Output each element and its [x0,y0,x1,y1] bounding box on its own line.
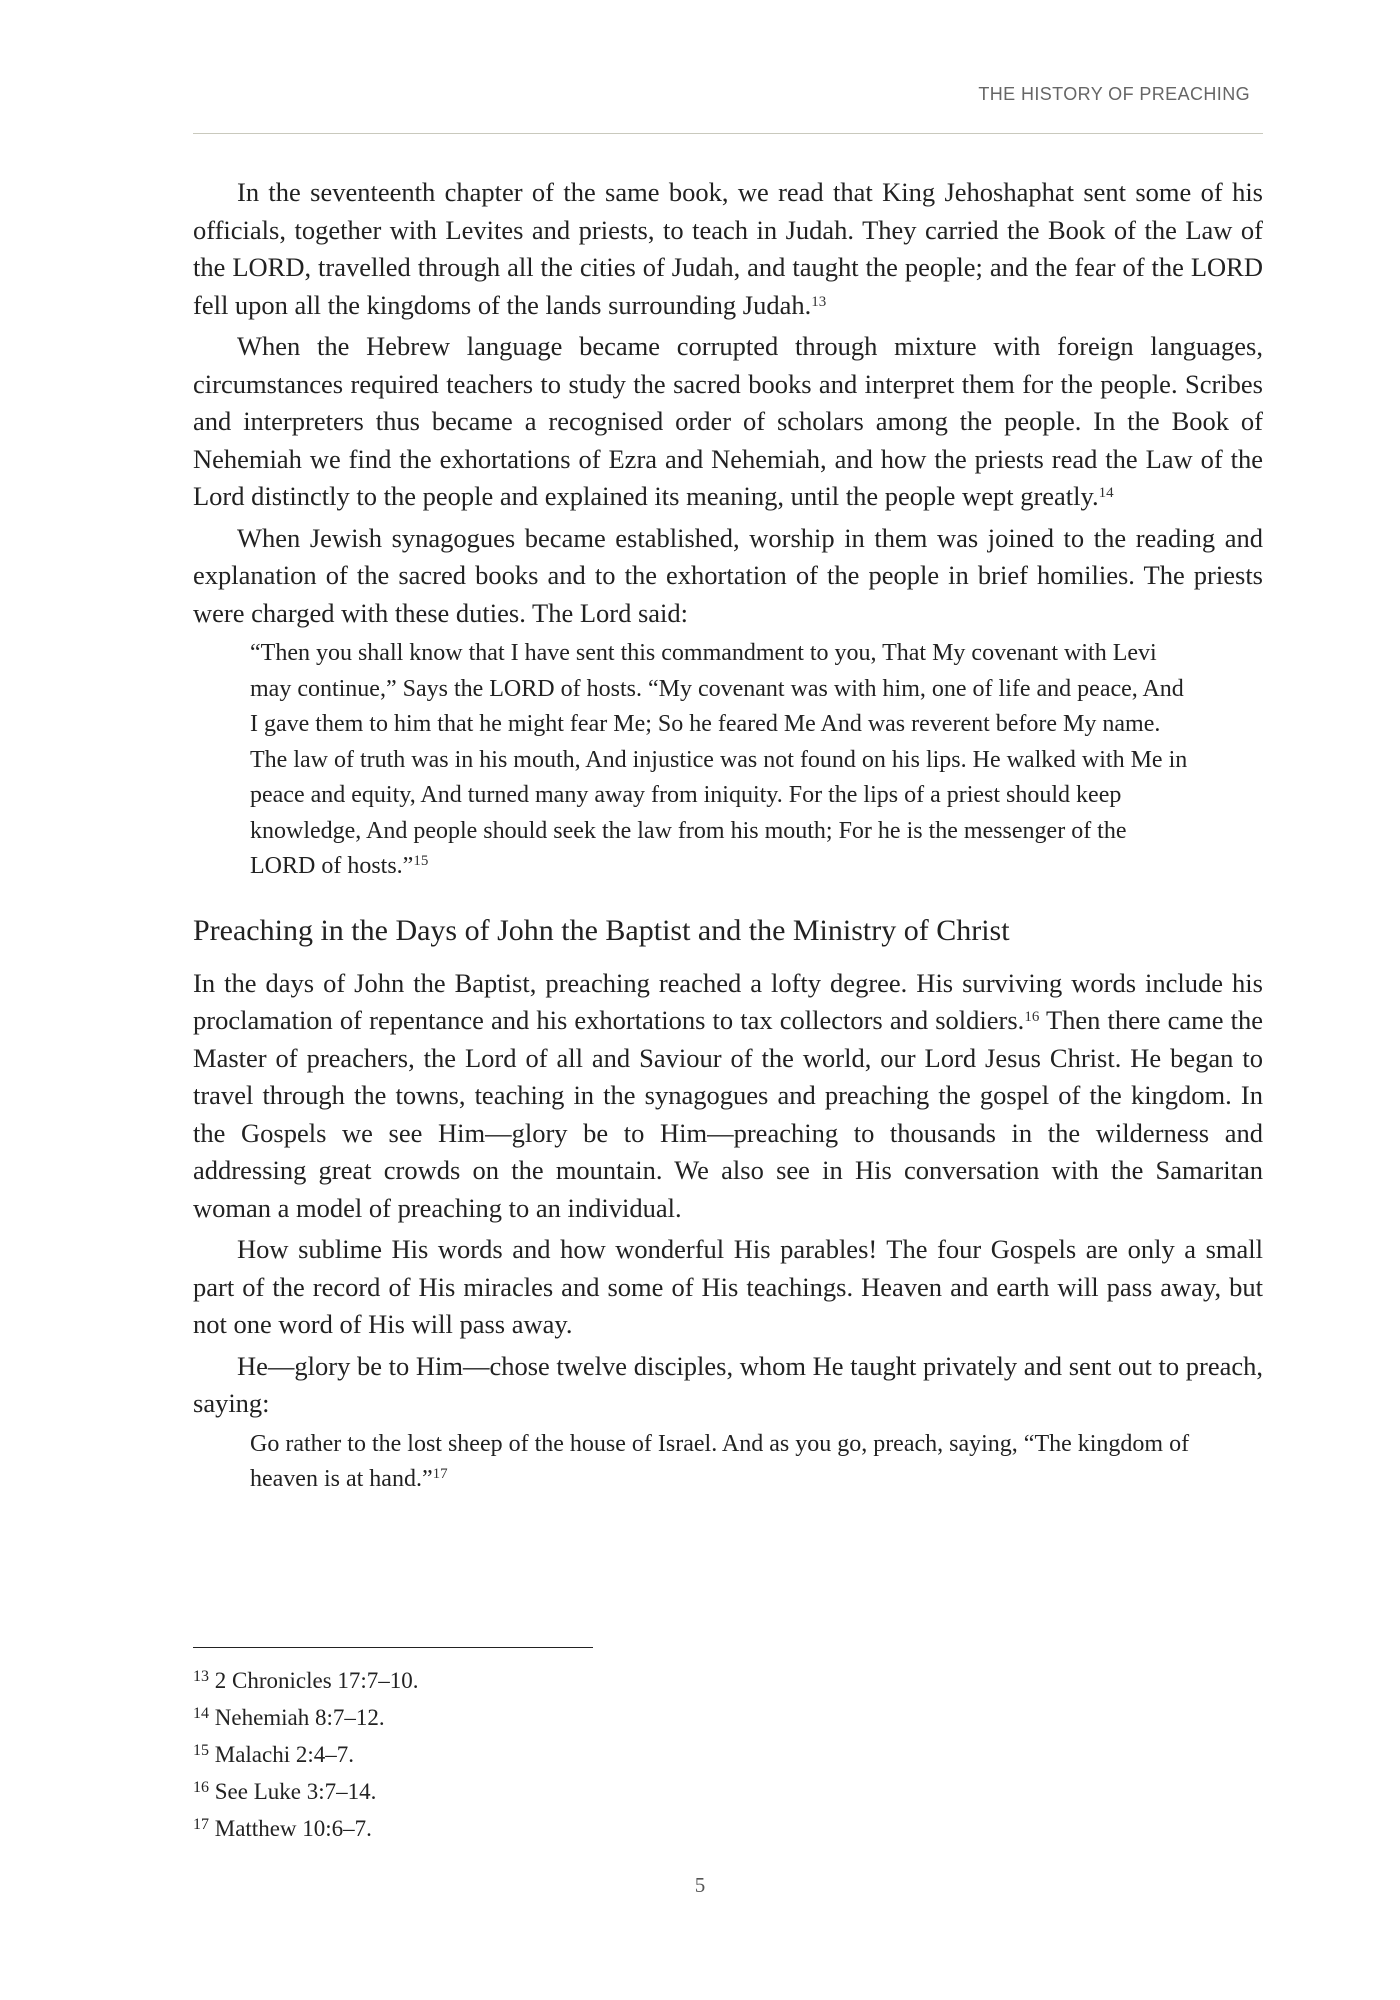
footnote-ref-16[interactable]: 16 [1024,1009,1040,1025]
footnote-text: See Luke 3:7–14. [214,1779,377,1804]
block-quote-malachi [250,636,1197,885]
paragraph-text: He—glory be to Him—chose twelve disciples, whom He taught privately and sent out to preach, saying: [193,1350,1263,1418]
footnote-ref-13[interactable]: 13 [811,293,827,310]
footnote-ref-17[interactable]: 17 [432,1466,448,1482]
footnote-15 [193,1736,1093,1773]
footnote-13 [193,1662,1093,1699]
page-number: 5 [694,1873,706,1897]
footnote-17 [193,1810,1093,1847]
paragraph-text: In the days of John the Baptist, preaching reached a lofty degree. His surviving words include his proclamation of repentance and his exhortations to tax collectors and soldiers. [193,967,1263,1035]
footnote-text: Matthew 10:6–7. [214,1816,372,1841]
paragraph-parables [193,1231,1263,1344]
footnote-ref-15[interactable]: 15 [413,853,429,869]
footnote-ref-14[interactable]: 14 [1098,485,1114,501]
footnote-text: 2 Chronicles 17:7–10. [214,1668,419,1693]
footnote-text: Malachi 2:4–7. [214,1742,354,1767]
footnote-text: Nehemiah 8:7–12. [214,1705,385,1730]
footnote-number: 17 [193,1816,209,1833]
main-text [193,174,1263,1506]
quote-text: Go rather to the lost sheep of the house of Israel. And as you go, preach, saying, “The kingdom of heaven is at hand.” [250,1430,1190,1492]
footnote-16 [193,1773,1093,1810]
paragraph-synagogues [193,520,1263,633]
footnote-divider [193,1647,593,1648]
block-quote-matthew [250,1427,1197,1498]
paragraph-text: How sublime His words and how wonderful His parables! The four Gospels are only a small part of the record of His miracles and some of His teachings. Heaven and earth will pass away, but not one word of His will pass away. [193,1234,1263,1339]
running-title: THE HISTORY OF PREACHING [978,84,1250,104]
footnote-number: 13 [193,1668,209,1685]
paragraph-jehoshaphat [193,174,1263,324]
paragraph-text: When Jewish synagogues became established, worship in them was joined to the reading and explanation of the sacred books and to the exhortation of the people in brief homilies. The priests were charged with these duties. The Lord said: [193,522,1263,628]
paragraph-text-continued: Then there came the Master of preachers, the Lord of all and Saviour of the world, our Lord Jesus Christ. He began to travel through the towns, teaching in the synagogues and preaching the gospel of the kingdom. In the Gospels we see Him—glory be to Him—preaching to thousands in the wilderness and addressing great crowds on the mountain. We also see in His conversation with the Samaritan woman a model of preaching to an individual. [193,1005,1263,1223]
footnote-number: 15 [193,1742,209,1759]
paragraph-john-baptist [193,965,1263,1228]
footnote-number: 16 [193,1779,209,1796]
paragraph-disciples [193,1348,1263,1423]
paragraph-scribes [193,328,1263,516]
footnote-number: 14 [193,1705,209,1722]
footnotes [193,1662,1093,1847]
paragraph-text: When the Hebrew language became corrupted through mixture with foreign languages, circumstances required teachers to study the sacred books and interpret them for the people. Scribes and interpreters thus became a recognised order of scholars among the people. In the Book of Nehemiah we find the exhortations of Ezra and Nehemiah, and how the priests read the Law of the Lord distinctly to the people and explained its meaning, until the people wept greatly. [193,331,1263,511]
footnote-14 [193,1699,1093,1736]
quote-text: “Then you shall know that I have sent this commandment to you, That My covenant with Levi may continue,” Says the LORD of hosts. “My covenant was with him, one of life and peace, And I gave them to him that he might fear Me; So he feared Me And was reverent before My name. The law of truth was in his mouth, And injustice was not found on his lips. He walked with Me in peace and equity, And turned many away from iniquity. For the lips of a priest should keep knowledge, And people should seek the law from his mouth; For he is the messenger of the LORD of hosts.” [250,640,1188,879]
section-heading: Preaching in the Days of John the Baptist and the Ministry of Christ [193,913,1010,947]
paragraph-text: In the seventeenth chapter of the same book, we read that King Jehoshaphat sent some of his officials, together with Levites and priests, to teach in Judah. They carried the Book of the Law of the LORD, travelled through all the cities of Judah, and taught the people; and the fear of the LORD fell upon all the kingdoms of the lands surrounding Judah. [193,177,1263,320]
header-divider [193,133,1263,134]
